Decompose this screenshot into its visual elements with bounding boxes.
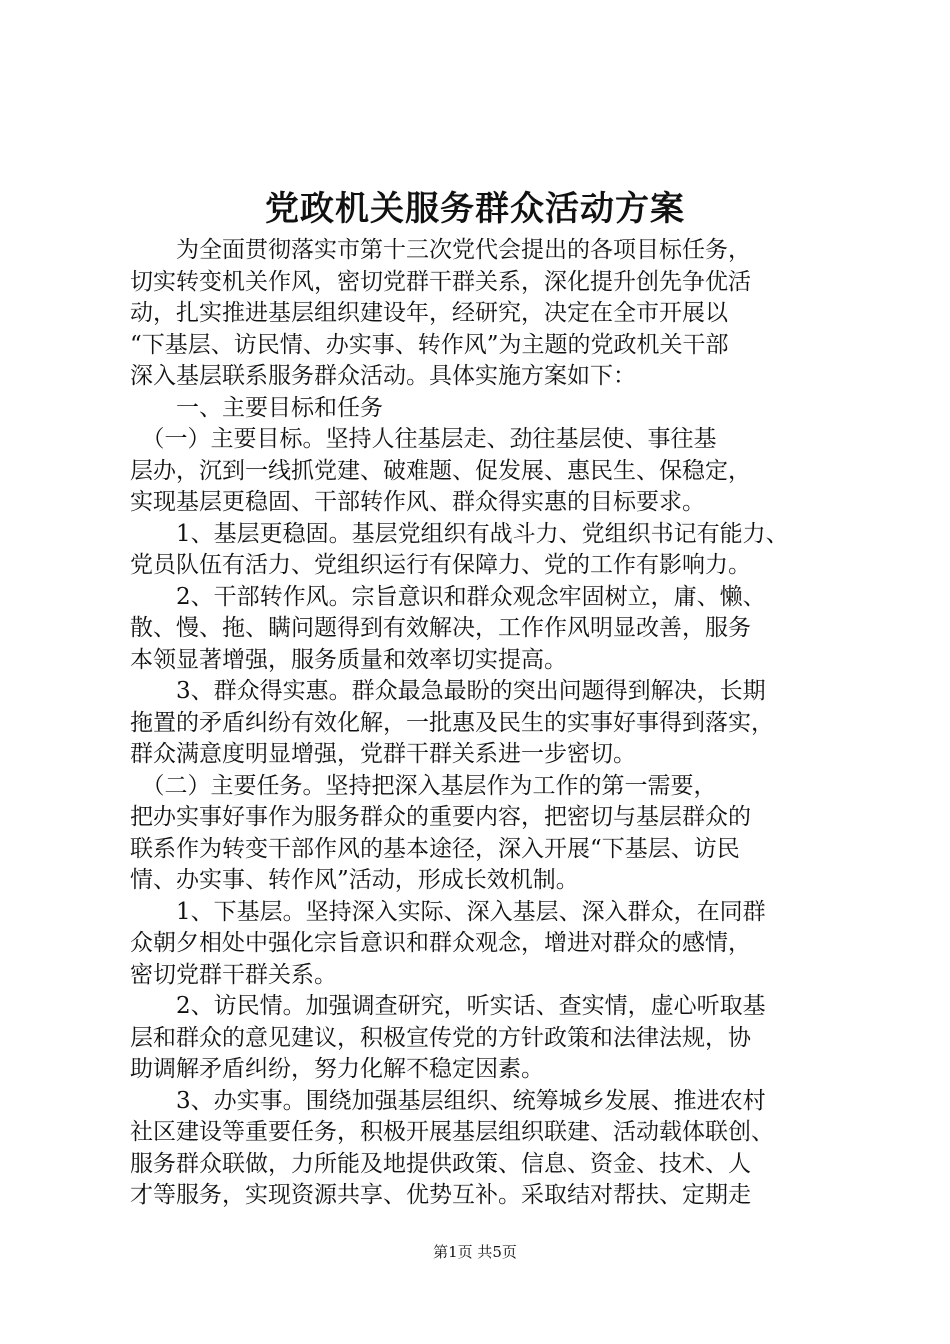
text-line: 密切党群干群关系。 (130, 961, 337, 988)
text-line: 拖置的矛盾纠纷有效化解，一批惠及民生的实事好事得到落实， (130, 709, 774, 736)
text-line: 2、干部转作风。宗旨意识和群众观念牢固树立，庸、懒、 (130, 583, 766, 610)
text-line: 散、慢、拖、瞒问题得到有效解决，工作作风明显改善，服务 (130, 615, 751, 641)
text-line: 社区建设等重要任务，积极开展基层组织联建、活动载体联创、 (130, 1119, 774, 1145)
section-heading: 一、主要目标和任务 (130, 394, 383, 421)
text-line: 深入基层联系服务群众活动。具体实施方案如下： (130, 363, 636, 389)
text-line: 才等服务，实现资源共享、优势互补。采取结对帮扶、定期走 (130, 1182, 751, 1208)
page-number-footer: 第1页 共5页 (433, 1243, 517, 1261)
text-line: 3、群众得实惠。群众最急最盼的突出问题得到解决，长期 (130, 678, 766, 704)
text-line: 情、办实事、转作风”活动，形成长效机制。 (130, 867, 579, 893)
text-line: 助调解矛盾纠纷，努力化解不稳定因素。 (130, 1056, 544, 1082)
text-line: 众朝夕相处中强化宗旨意识和群众观念，增进对群众的感情， (130, 930, 751, 956)
text-line: 1、基层更稳固。基层党组织有战斗力、党组织书记有能力、 (130, 520, 789, 547)
text-line: 把办实事好事作为服务群众的重要内容，把密切与基层群众的 (130, 804, 751, 830)
text-line: “下基层、访民情、办实事、转作风”为主题的党政机关干部 (130, 331, 729, 358)
text-line: 层办，沉到一线抓党建、破难题、促发展、惠民生、保稳定， (130, 457, 751, 484)
document-title: 党政机关服务群众活动方案 (265, 189, 685, 229)
text-line: 1、下基层。坚持深入实际、深入基层、深入群众，在同群 (130, 898, 766, 925)
text-line: 层和群众的意见建议，积极宣传党的方针政策和法律法规，协 (130, 1024, 751, 1051)
text-line: 党员队伍有活力、党组织运行有保障力、党的工作有影响力。 (130, 552, 751, 578)
document-body (130, 235, 830, 1212)
text-line: 为全面贯彻落实市第十三次党代会提出的各项目标任务， (130, 237, 751, 263)
text-line: 动，扎实推进基层组织建设年，经研究，决定在全市开展以 (130, 300, 728, 326)
text-line: 实现基层更稳固、干部转作风、群众得实惠的目标要求。 (130, 489, 705, 515)
text-line: 群众满意度明显增强，党群干群关系进一步密切。 (130, 741, 636, 767)
text-line: （一）主要目标。坚持人往基层走、劲往基层使、事往基 (130, 426, 717, 452)
text-line: 本领显著增强，服务质量和效率切实提高。 (130, 646, 567, 673)
text-line: 切实转变机关作风，密切党群干群关系，深化提升创先争优活 (130, 268, 751, 295)
text-line: 服务群众联做，力所能及地提供政策、信息、资金、技术、人 (130, 1150, 751, 1177)
text-line: 2、访民情。加强调查研究，听实话、查实情，虚心听取基 (130, 993, 766, 1019)
text-line: 3、办实事。围绕加强基层组织、统筹城乡发展、推进农村 (130, 1087, 766, 1114)
text-line: 联系作为转变干部作风的基本途径，深入开展“下基层、访民 (130, 835, 740, 862)
text-line: （二）主要任务。坚持把深入基层作为工作的第一需要， (130, 772, 717, 799)
